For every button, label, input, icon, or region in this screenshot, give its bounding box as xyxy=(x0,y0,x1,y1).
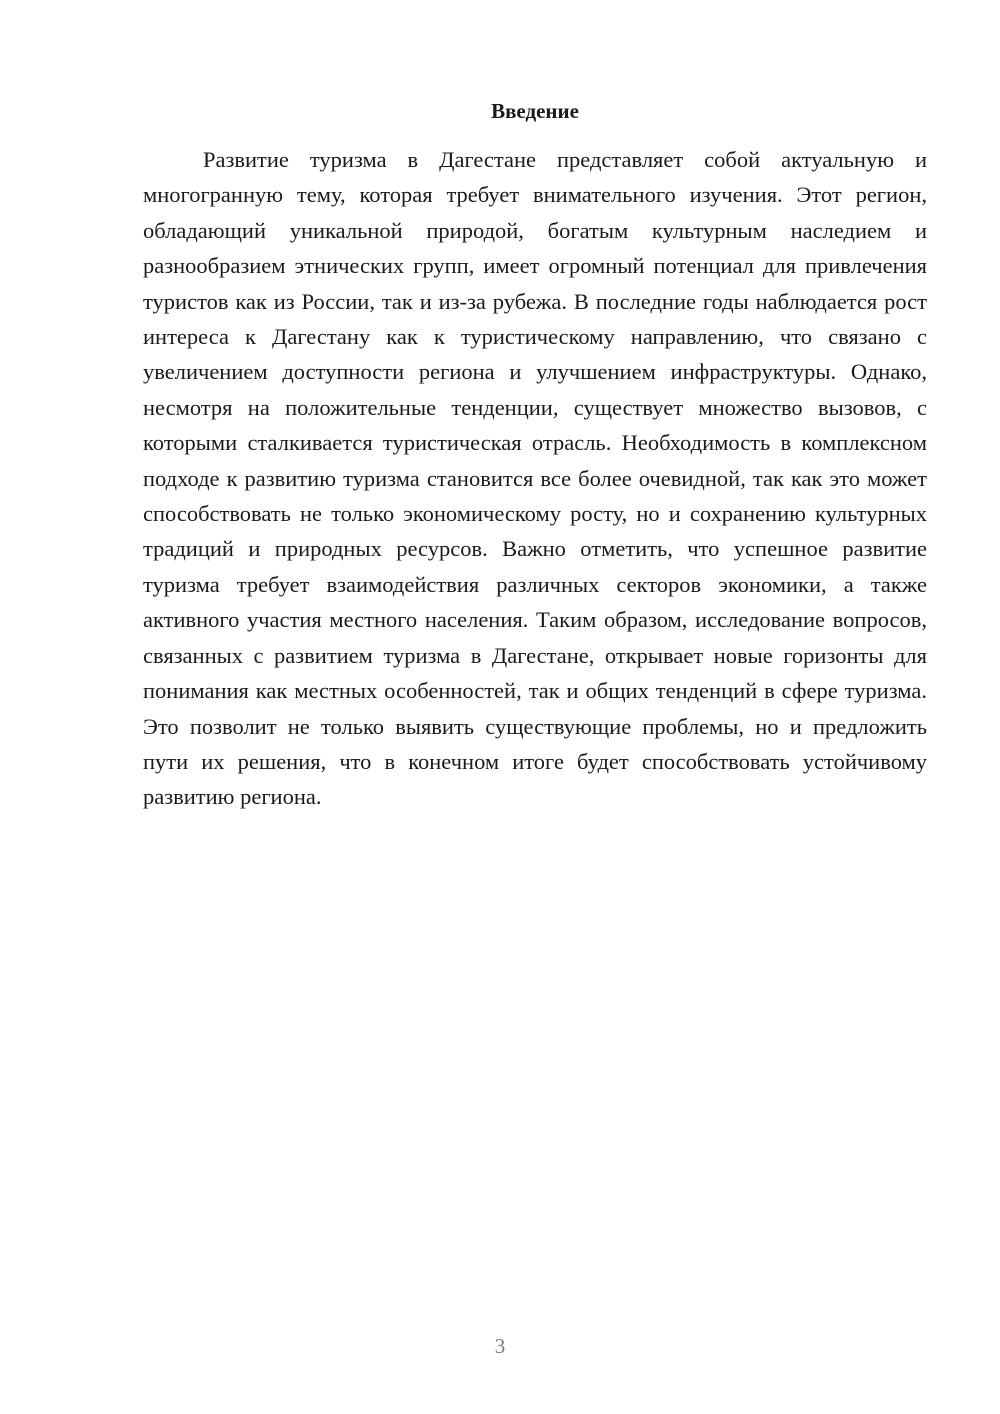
body-paragraph: Развитие туризма в Дагестане представляет собой актуальную и многогранную тему, которая требует внимательного изучения. Этот регион, обладающий уникальной природой, богатым культурным наследием и разнообразием этнических групп, имеет огромный потенциал для привлечения туристов как из России, так и из-за рубежа. В последние годы наблюдается рост интереса к Дагестану как к туристическому направлению, что связано с увеличением доступности региона и улучшением инфраструктуры. Однако, несмотря на положительные тенденции, существует множество вызовов, с которыми сталкивается туристическая отрасль. Необходимость в комплексном подходе к развитию туризма становится все более очевидной, так как это может способствовать не только экономическому росту, но и сохранению культурных традиций и природных ресурсов. Важно отметить, что успешное развитие туризма требует взаимодействия различных секторов экономики, а также активного участия местного населения. Таким образом, исследование вопросов, связанных с развитием туризма в Дагестане, открывает новые горизонты для понимания как местных особенностей, так и общих тенденций в сфере туризма. Это позволит не только выявить существующие проблемы, но и предложить пути их решения, что в конечном итоге будет способствовать устойчивому развитию региона. xyxy=(143,147,927,810)
section-heading: Введение xyxy=(491,99,579,123)
page-number: 3 xyxy=(494,1334,506,1358)
